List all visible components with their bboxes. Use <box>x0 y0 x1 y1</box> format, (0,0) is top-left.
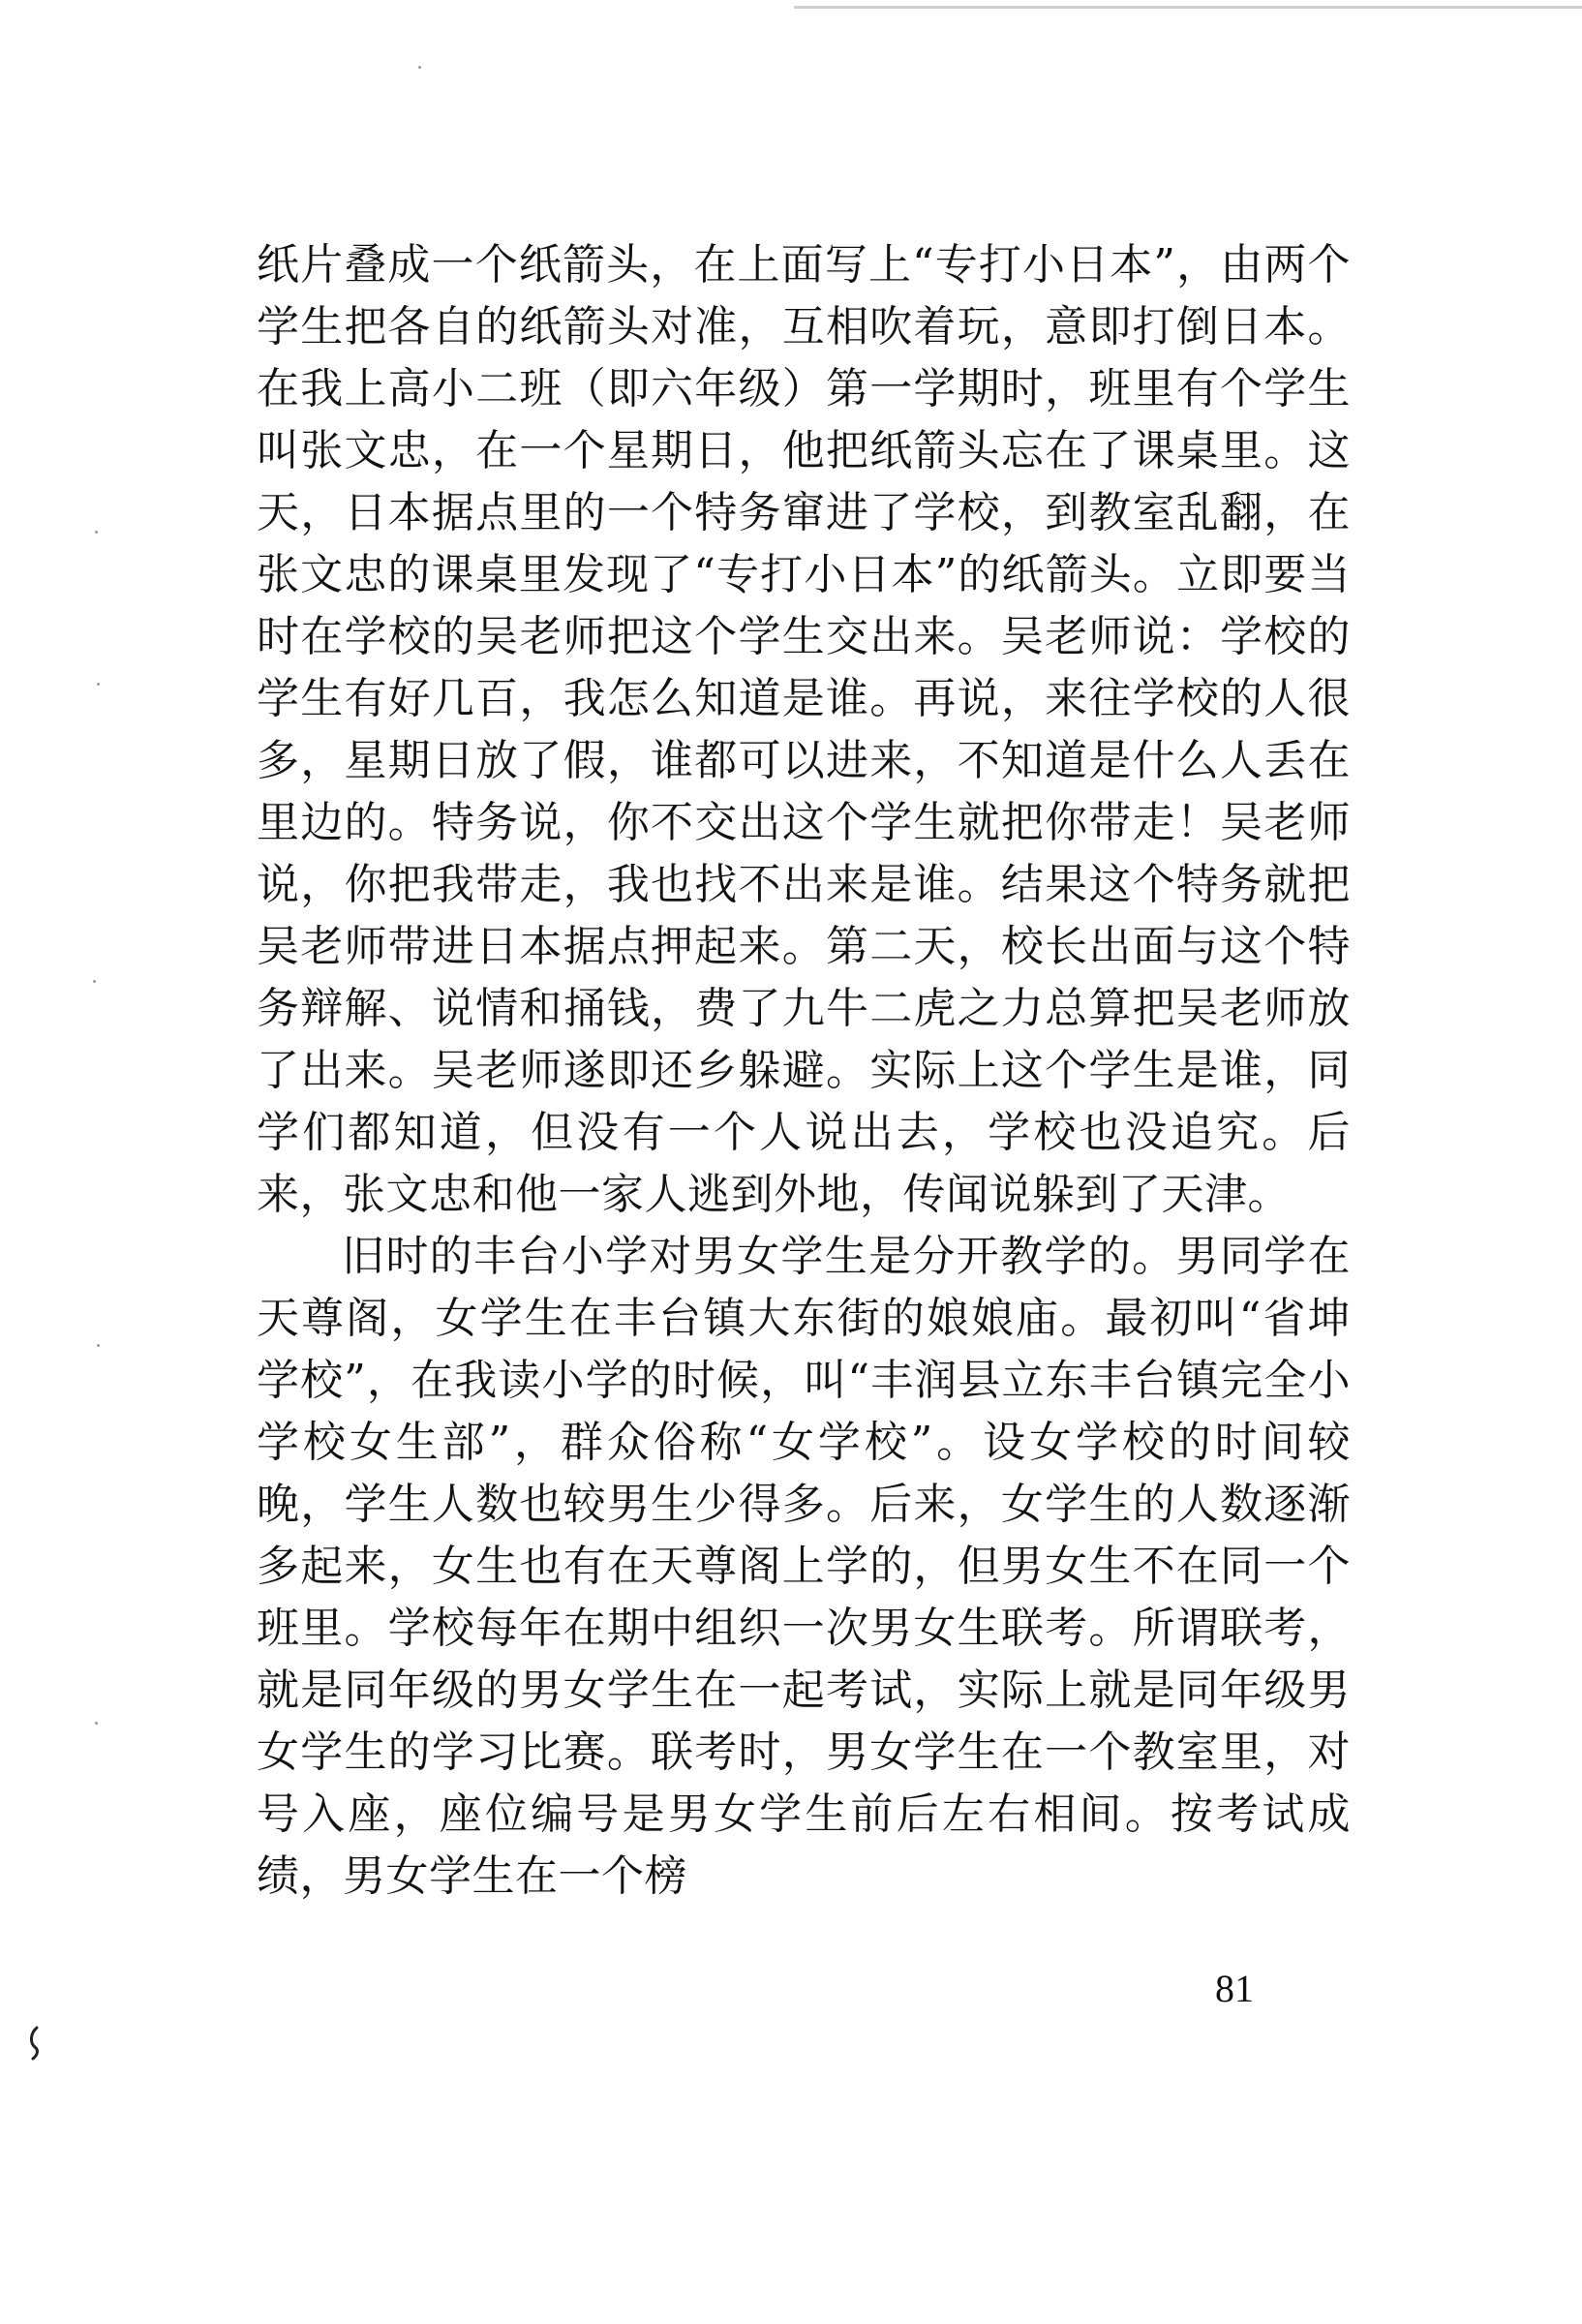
page-body <box>257 234 1351 1908</box>
scan-dot <box>97 1344 100 1347</box>
page-number: 81 <box>1215 1967 1254 2010</box>
top-edge-rule <box>794 6 1582 9</box>
scan-dot <box>93 980 96 983</box>
margin-scan-mark <box>27 2026 43 2061</box>
paragraph-girls-school: 旧时的丰台小学对男女学生是分开教学的。男同学在天尊阁，女学生在丰台镇大东街的娘娘庙。最初叫“省坤学校”，在我读小学的时候，叫“丰润县立东丰台镇完全小学校女生部”，群众俗称“女学校”。设女学校的时间较晚，学生人数也较男生少得多。后来，女学生的人数逐渐多起来，女生也有在天尊阁上学的，但男女生不在同一个班里。学校每年在期中组织一次男女生联考。所谓联考，就是同年级的男女学生在一起考试，实际上就是同年级男女学生的学习比赛。联考时，男女学生在一个教室里，对号入座，座位编号是男女学生前后左右相间。按考试成绩，男女学生在一个榜 <box>257 1232 1351 1901</box>
scan-dot <box>97 683 100 686</box>
scan-dot <box>95 531 98 534</box>
scan-dot <box>95 1722 98 1725</box>
scan-dot <box>418 66 421 69</box>
paragraph-continued: 纸片叠成一个纸箭头，在上面写上“专打小日本”，由两个学生把各自的纸箭头对准，互相吹着玩，意即打倒日本。在我上高小二班（即六年级）第一学期时，班里有个学生叫张文忠，在一个星期日，他把纸箭头忘在了课桌里。这天，日本据点里的一个特务窜进了学校，到教室乱翻，在张文忠的课桌里发现了“专打小日本”的纸箭头。立即要当时在学校的吴老师把这个学生交出来。吴老师说：学校的学生有好几百，我怎么知道是谁。再说，来往学校的人很多，星期日放了假，谁都可以进来，不知道是什么人丢在里边的。特务说，你不交出这个学生就把你带走！吴老师说，你把我带走，我也找不出来是谁。结果这个特务就把吴老师带进日本据点押起来。第二天，校长出面与这个特务辩解、说情和捅钱，费了九牛二虎之力总算把吴老师放了出来。吴老师遂即还乡躲避。实际上这个学生是谁，同学们都知道，但没有一个人说出去，学校也没追究。后来，张文忠和他一家人逃到外地，传闻说躲到了天津。 <box>257 240 1351 1219</box>
